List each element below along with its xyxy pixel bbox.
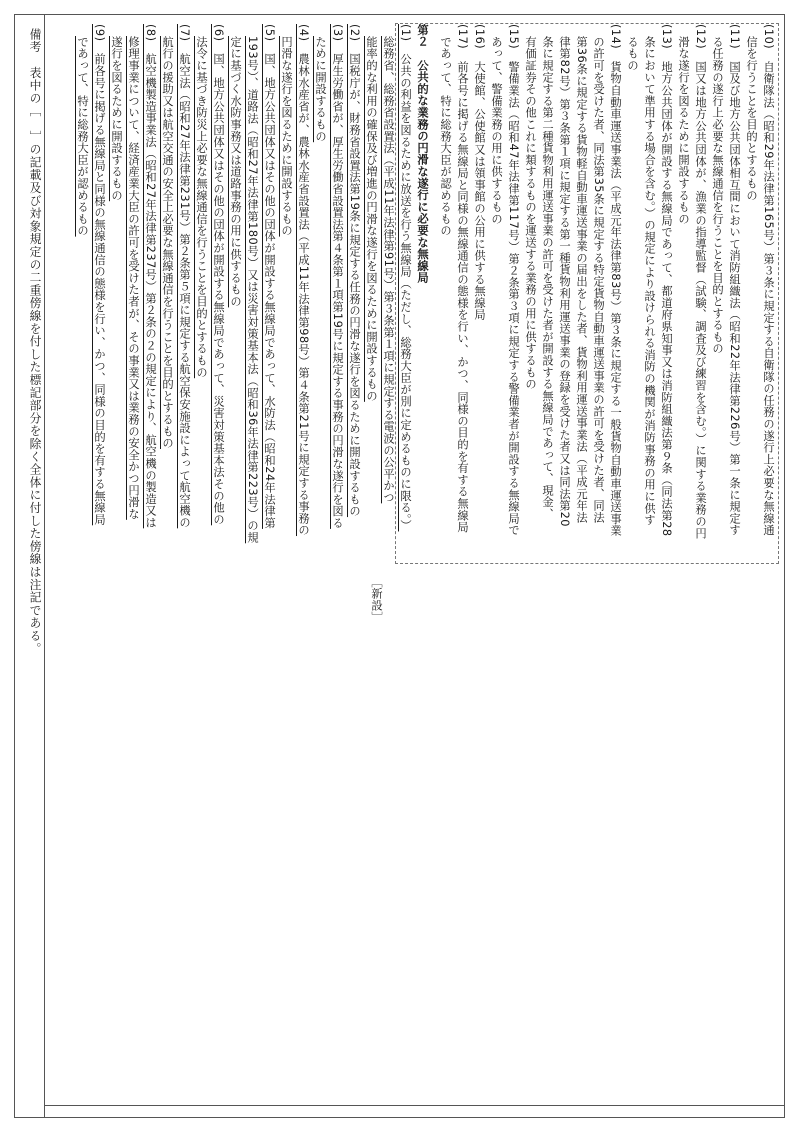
text-line: (1) 公共の利益を図るために放送を行う無線局（ただし、総務大臣が別に定めるものに限る。） xyxy=(399,24,412,532)
text-line: (12) 国又は地方公共団体が、漁業の指導監督（試験、調査及び練習を含む。）に関する業務の円 xyxy=(694,24,707,540)
text-line: 修理事業について、経済産業大臣の許可を受けた者が、その事業又は業務の安全かつ円滑な xyxy=(127,36,140,520)
text-line: 有価証券その他これに類するものを運送する業務の用に供するもの xyxy=(524,36,537,390)
main-text xyxy=(74,24,777,704)
new-provision-label: ［新設］ xyxy=(370,576,383,624)
note-divider xyxy=(44,14,45,1118)
text-line: (3) 厚生労働省が、厚生労働省設置法第４条第１項第19号に規定する事務の円滑な遂行を図る xyxy=(331,24,344,529)
text-line: (4) 農林水産省が、農林水産省設置法（平成11年法律第98号）第４条第21号に規定する事務の xyxy=(297,24,310,537)
text-line: であって、特に総務大臣が認めるもの xyxy=(76,36,89,237)
text-line: (17) 前各号に掲げる無線局と同様の無線通信の態様を行い、かつ、同様の目的を有する無線局 xyxy=(456,24,469,533)
text-line: 遂行を図るために開設するもの xyxy=(110,36,123,202)
remarks-note: 備考 表中の［ ］の記載及び対象規定の二重傍線を付した標記部分を除く全体に付した傍線は注記である。 xyxy=(28,28,42,656)
text-line: 能率的な利用の確保及び増進の円滑な遂行を図るために開設するもの xyxy=(365,36,378,402)
text-line: (8) 航空機製造事業法（昭和27年法律第237号）第２条の２の規定により、航空機の製造又は xyxy=(144,24,157,529)
bottom-divider xyxy=(44,1105,785,1106)
text-line: (11) 国及び地方公共団体相互間において消防組織法（昭和22年法律第226号）第一条に規定す xyxy=(728,24,741,537)
text-line: (15) 警備業法（昭和47年法律第117号）第２条第３項に規定する警備業者が開設する無線局で xyxy=(507,24,520,537)
text-line: (10) 自衛隊法（昭和29年法律第165号）第３条に規定する自衛隊の任務の遂行上必要な無線通 xyxy=(762,24,775,537)
text-line: (14) 貨物自動車運送事業法（平成元年法律第83号）第３条に規定する一般貨物自動車運送事業 xyxy=(609,24,622,537)
text-line: 条に規定する第二種貨物利用運送事業の許可を受けた者が開設する無線局であって、現金、 xyxy=(541,36,554,520)
text-line: であって、特に総務大臣が認めるもの xyxy=(439,36,452,237)
text-line: の許可を受けた者、同法第35条に規定する特定貨物自動車運送事業の許可を受けた者、同法 xyxy=(592,36,605,524)
text-line: 総務省、総務省設置法（平成11年法律第91号）第３条第１項に規定する電波の公平かつ xyxy=(382,36,395,504)
text-line: 律第82号）第３条第１項に規定する第一種貨物利用運送事業の登録を受けた者又は同法第20 xyxy=(558,36,571,527)
text-line: (5) 国、地方公共団体又はその他の団体が開設する無線局であって、水防法（昭和24年法律第 xyxy=(263,24,276,529)
text-line: るもの xyxy=(626,36,639,72)
text-line: (16) 大使館、公使館又は領事館の公用に供する無線局 xyxy=(473,24,486,321)
text-line: る任務の遂行上必要な無線通信を行うことを目的とするもの xyxy=(711,36,724,355)
text-line: (13) 地方公共団体が開設する無線局であって、都道府県知事又は消防組織法第９条（同法第28 xyxy=(660,24,673,537)
text-line: 航行の援助又は航空交通の安全上必要な無線通信を行うことを目的とするもの xyxy=(161,36,174,449)
text-line: あって、警備業務の用に供するもの xyxy=(490,36,503,225)
text-line: 定に基づく水防事務又は道路事務の用に供するもの xyxy=(229,36,242,308)
text-line: 信を行うことを目的とするもの xyxy=(745,36,758,202)
text-line: (7) 航空法（昭和27年法律第231号）第２条第５項に規定する航空保安施設によって航空機の xyxy=(178,24,191,529)
text-line: (6) 国、地方公共団体又はその他の団体が開設する無線局であって、災害対策基本法その他の xyxy=(212,24,225,526)
text-line: 193号）、道路法（昭和27年法律第180号）又は災害対策基本法（昭和36年法律第223号）の規 xyxy=(246,36,259,544)
text-line: 円滑な遂行を図るために開設するもの xyxy=(280,36,293,237)
text-line: 第36条に規定する貨物軽自動車運送事業の届出をした者、貨物利用運送事業法（平成元年法 xyxy=(575,36,588,524)
text-line: 第２ 公共的な業務の円滑な遂行に必要な無線局 xyxy=(416,24,429,284)
text-line: ために開設するもの xyxy=(314,36,327,143)
text-line: (9) 前各号に掲げる無線局と同様の無線通信の態様を行い、かつ、同様の目的を有する無線局 xyxy=(93,24,106,526)
text-line: 滑な遂行を図るために開設するもの xyxy=(677,36,690,225)
text-line: 条において準用する場合を含む。）の規定により設けられる消防の機関が消防事務の用に供す xyxy=(643,36,656,526)
text-line: 法令に基づき防災上必要な無線通信を行うことを目的とするもの xyxy=(195,36,208,379)
text-line: (2) 国税庁が、財務省設置法第19条に規定する任務の円滑な遂行を図るために開設するもの xyxy=(348,24,361,518)
